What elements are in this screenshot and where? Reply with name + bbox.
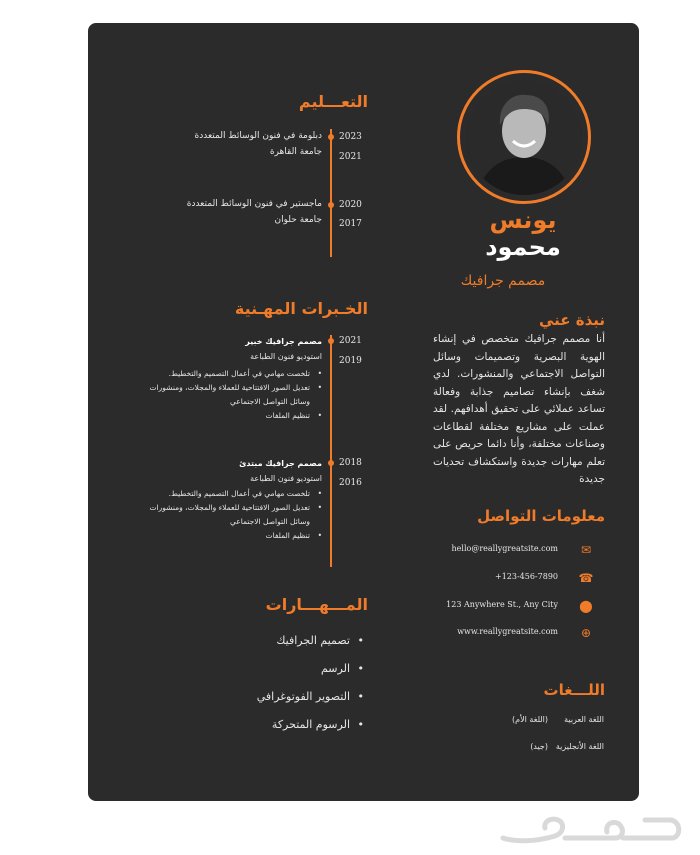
list-item: • التصوير الفوتوغرافي — [188, 683, 364, 711]
avatar — [466, 79, 582, 195]
job-title: مصمم جرافيك — [460, 273, 546, 289]
about-title: نبذة عني — [538, 311, 605, 329]
profile-photo — [457, 70, 591, 204]
skills-title: المـــهـــارات — [265, 595, 368, 614]
list-item: • تصميم الجرافيك — [188, 627, 364, 655]
contact-phone-row[interactable] — [466, 569, 606, 589]
contact-email-row[interactable] — [451, 541, 606, 561]
contact-email[interactable]: hello@reallygreatsite.com — [451, 544, 558, 553]
experience-role: مصمم جرافيك خبير — [245, 337, 322, 346]
contact-address: 123 Anywhere St., Any City — [446, 600, 558, 609]
education-end-year: 2017 — [339, 219, 362, 229]
education-start-year: 2023 — [339, 132, 362, 142]
haraj-logo-icon — [495, 808, 685, 850]
list-item: • تعديل الصور الافتتاحية للعملاء والمجلات، ومنشورات وسائل التواصل الاجتماعي — [128, 501, 322, 529]
list-item: • تلخصت مهامي في أعمال التصميم والتخطيط. — [128, 487, 322, 501]
experience-company: استوديو فنون الطباعة — [250, 352, 322, 361]
languages-title: اللـــغات — [543, 681, 605, 699]
contact-phone[interactable]: +123-456-7890 — [494, 572, 558, 581]
skills-list — [188, 627, 364, 739]
list-item: • الرسوم المتحركة — [188, 711, 364, 739]
language-name: اللغة الأنجليزية — [555, 742, 604, 751]
list-item: • الرسم — [188, 655, 364, 683]
experience-timeline — [330, 335, 332, 567]
first-name: يونس — [489, 206, 557, 234]
education-start-year: 2020 — [339, 200, 362, 210]
experience-end-year: 2016 — [339, 478, 362, 488]
language-level: (جيد) — [530, 742, 548, 751]
education-degree: دبلومة في فنون الوسائط المتعددة — [194, 131, 322, 141]
list-item: • تنظيم الملفات — [128, 409, 322, 423]
education-end-year: 2021 — [339, 152, 362, 162]
contact-title: معلومات التواصل — [477, 507, 605, 525]
watermark-logo — [495, 808, 685, 850]
experience-bullets — [128, 487, 322, 543]
timeline-dot — [328, 202, 334, 208]
experience-role: مصمم جرافيك مبتدئ — [239, 459, 322, 468]
phone-icon: ☎ — [578, 571, 594, 585]
experience-start-year: 2021 — [339, 336, 362, 346]
education-title: التعـــليم — [298, 92, 368, 111]
language-level: (اللغة الأم) — [512, 715, 548, 724]
timeline-dot — [328, 338, 334, 344]
timeline-dot — [328, 460, 334, 466]
resume-card — [88, 23, 639, 801]
experience-company: استوديو فنون الطباعة — [250, 474, 322, 483]
experience-bullets — [128, 367, 322, 423]
experience-title: الخـبرات المهـنية — [234, 299, 368, 318]
education-school: جامعة القاهرة — [269, 147, 322, 157]
language-name: اللغة العربية — [564, 715, 604, 724]
timeline-dot — [328, 134, 334, 140]
list-item: • تلخصت مهامي في أعمال التصميم والتخطيط. — [128, 367, 322, 381]
education-school: جامعة حلوان — [274, 215, 322, 225]
portrait-icon — [466, 79, 582, 195]
location-icon: ⬤ — [579, 599, 593, 613]
about-body: أنا مصمم جرافيك متخصص في إنشاء الهوية البصرية وتصميمات وسائل التواصل الاجتماعي والمنشورات. لدي شغف بإنشاء تصاميم جذابة وفعالة تساعد عملائي على تحقيق أهدافهم. لقد عملت على مشاريع مختلفة لقطاعات وصناعات مختلفة، وأنا دائما حريص على تعلم مهارات جديدة واستكشاف تحديات جديدة — [433, 333, 605, 485]
list-item: • تنظيم الملفات — [128, 529, 322, 543]
mail-icon: ✉ — [580, 543, 592, 557]
experience-start-year: 2018 — [339, 458, 362, 468]
experience-end-year: 2019 — [339, 356, 362, 366]
education-timeline — [330, 129, 332, 257]
education-degree: ماجستير في فنون الوسائط المتعددة — [186, 199, 322, 209]
contact-website-row[interactable] — [457, 624, 606, 644]
last-name: محمود — [485, 233, 561, 261]
contact-website[interactable]: www.reallygreatsite.com — [457, 627, 558, 636]
contact-address-row — [446, 597, 606, 617]
globe-icon: ⊕ — [580, 626, 592, 640]
list-item: • تعديل الصور الافتتاحية للعملاء والمجلات، ومنشورات وسائل التواصل الاجتماعي — [128, 381, 322, 409]
